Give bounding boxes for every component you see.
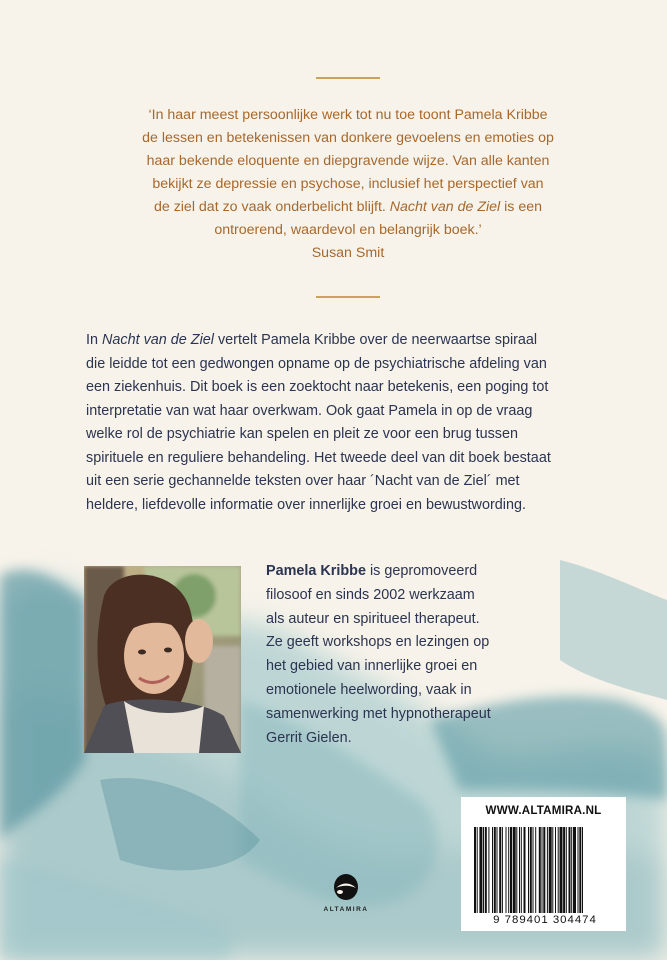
barcode-bar <box>502 827 503 913</box>
barcode-bar <box>560 827 563 913</box>
barcode-bar <box>578 827 579 913</box>
top-divider <box>316 77 380 79</box>
description-text: In <box>86 332 102 348</box>
barcode-bar <box>533 827 534 913</box>
barcode-bar <box>571 827 572 913</box>
publisher-website: WWW.ALTAMIRA.NL <box>485 804 602 817</box>
barcode-bar <box>558 827 559 913</box>
bio-line: als auteur en spiritueel therapeut. <box>266 610 480 627</box>
bio-text: is gepromoveerd <box>365 563 478 579</box>
description-line: uit een serie gechannelde teksten over haar ´Nacht van de Ziel´ met <box>86 473 520 489</box>
bio-line: het gebied van innerlijke groei en <box>266 658 478 675</box>
barcode-bar <box>506 827 507 913</box>
bio-line: filosoof en sinds 2002 werkzaam <box>266 586 475 603</box>
barcode-bar <box>524 827 526 913</box>
isbn-number: 9 789401 304474 <box>493 914 597 926</box>
barcode-bar <box>573 827 576 913</box>
barcode-bar <box>563 827 565 913</box>
barcode-bar <box>483 827 484 913</box>
description-line: heldere, liefdevolle informatie over innerlijke groei en bewustwording. <box>86 496 526 513</box>
barcode-bar <box>510 827 512 913</box>
quote-line: de lessen en betekenissen van donkere gevoelens en emoties op <box>142 130 554 146</box>
barcode-bar <box>516 827 517 913</box>
quote-line: haar bekende eloquente en diepgravende wijze. Van alle kanten <box>146 153 550 169</box>
description-line: welke rol de psychiatrie kan spelen en pleit ze voor een brug tussen <box>86 426 518 442</box>
barcode-bar <box>552 827 553 913</box>
barcode-bar <box>528 827 529 913</box>
review-quote <box>100 104 596 265</box>
barcode-bar <box>535 827 536 913</box>
barcode-bar <box>566 827 567 913</box>
description-text: vertelt Pamela Kribbe over de neerwaartse spiraal <box>213 332 538 348</box>
barcode-bar <box>499 827 501 913</box>
barcode-bar <box>547 827 548 913</box>
description-line: spirituele en reguliere behandeling. Het tweede deel van dit boek bestaat <box>86 449 551 466</box>
publisher-name: ALTAMIRA <box>323 906 369 913</box>
author-name: Pamela Kribbe <box>266 563 366 579</box>
barcode-panel <box>461 797 626 931</box>
author-bio <box>266 560 566 750</box>
quote-book-title: Nacht van de Ziel <box>389 199 501 215</box>
quote-author: Susan Smit <box>311 245 385 261</box>
bio-line: Ze geeft workshops en lezingen op <box>266 634 490 651</box>
altamira-logo-icon <box>326 872 366 902</box>
barcode-bar <box>485 827 487 913</box>
bottom-divider <box>316 296 380 298</box>
barcode-bar <box>488 827 489 913</box>
barcode-bar <box>579 827 581 913</box>
barcode-bar <box>492 827 493 913</box>
barcode-bar <box>549 827 552 913</box>
barcode-bar <box>539 827 541 913</box>
barcode-bar <box>543 827 545 913</box>
bio-line: emotionele heelwording, vaak in <box>266 681 472 698</box>
isbn-barcode <box>474 827 617 913</box>
bio-line <box>266 560 566 584</box>
barcode-bar <box>521 827 522 913</box>
barcode-bar <box>479 827 482 913</box>
description-line: interpretatie van wat haar overkwam. Ook gaat Pamela in op de vraag <box>86 402 533 419</box>
barcode-bar <box>530 827 532 913</box>
quote-line: bekijkt ze depressie en psychose, inclusief het perspectief van <box>152 176 544 192</box>
barcode-bar <box>513 827 516 913</box>
description-line: die leidde tot een gedwongen opname op de psychiatrische afdeling van <box>86 355 547 372</box>
barcode-bar <box>497 827 498 913</box>
quote-line: ‘In haar meest persoonlijke werk tot nu toe toont Pamela Kribbe <box>148 107 548 123</box>
author-photo <box>84 566 241 753</box>
quote-line <box>100 196 596 219</box>
barcode-bar <box>519 827 520 913</box>
description-line <box>86 329 606 353</box>
description-book-title: Nacht van de Ziel <box>102 332 214 348</box>
barcode-bar <box>477 827 478 913</box>
barcode-bar <box>555 827 556 913</box>
description-line: een ziekenhuis. Dit boek is een zoektocht naar betekenis, een poging tot <box>86 379 549 395</box>
barcode-bar <box>494 827 496 913</box>
quote-text: de ziel dat zo vaak onderbelicht blijft. <box>153 199 386 215</box>
barcode-bar <box>508 827 509 913</box>
barcode-bar <box>542 827 543 913</box>
barcode-bar <box>582 827 583 913</box>
bio-line: Gerrit Gielen. <box>266 729 352 746</box>
bio-line: samenwerking met hypnotherapeut <box>266 705 491 722</box>
book-description <box>86 329 606 517</box>
quote-line: ontroerend, waardevol en belangrijk boek.’ <box>214 222 482 238</box>
barcode-bar <box>569 827 571 913</box>
quote-text: is een <box>500 199 543 215</box>
barcode-bar <box>474 827 476 913</box>
